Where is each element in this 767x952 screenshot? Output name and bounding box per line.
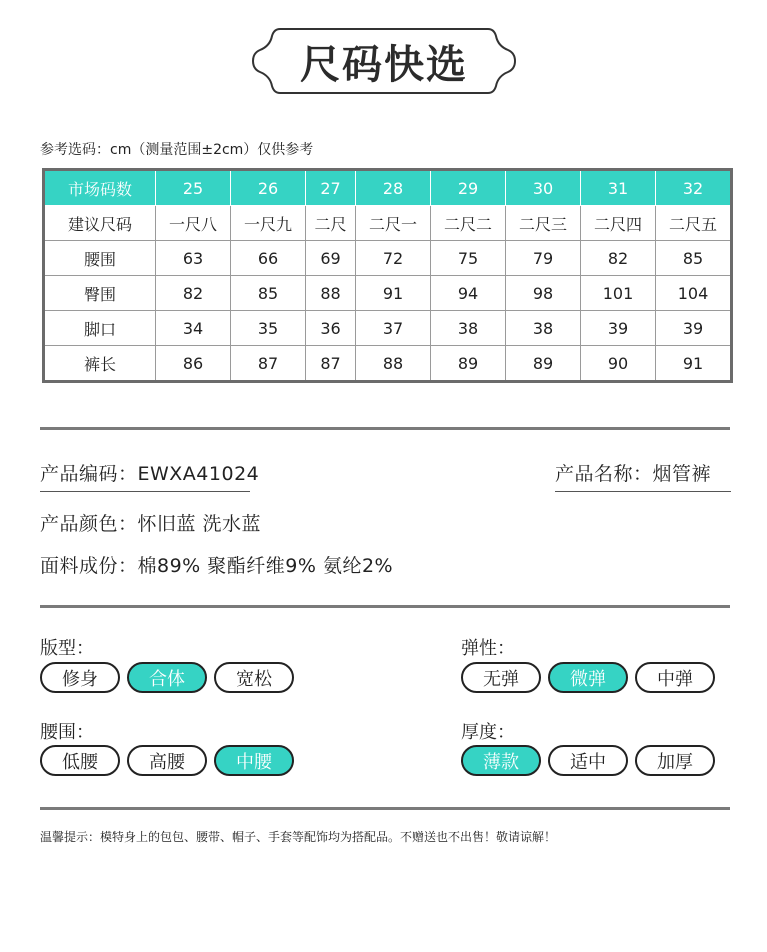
size-table — [42, 168, 733, 383]
table-cell: 72 — [356, 241, 431, 276]
table-cell: 一尺八 — [156, 206, 231, 241]
row-label-cell: 建议尺码 — [44, 206, 156, 241]
table-header-row — [44, 170, 732, 206]
table-cell: 27 — [306, 170, 356, 206]
elasticity-option-3[interactable]: 中弹 — [635, 662, 715, 693]
divider-2 — [40, 605, 730, 608]
table-cell: 39 — [581, 311, 656, 346]
thickness-option-3[interactable]: 加厚 — [635, 745, 715, 776]
waist-option-2[interactable]: 高腰 — [127, 745, 207, 776]
fit-option-3[interactable]: 宽松 — [214, 662, 294, 693]
product-name: 产品名称：烟管裤 — [555, 463, 712, 485]
table-cell: 二尺二 — [431, 206, 506, 241]
row-label-cell: 市场码数 — [44, 170, 156, 206]
table-row — [44, 311, 732, 346]
thickness-option-1[interactable]: 薄款 — [461, 745, 541, 776]
table-cell: 32 — [656, 170, 732, 206]
fit-label: 版型： — [40, 638, 94, 659]
divider-3 — [40, 807, 730, 810]
table-row — [44, 276, 732, 311]
fit-option-1[interactable]: 修身 — [40, 662, 120, 693]
product-fabric: 面料成份：棉89% 聚酯纤维9% 氨纶2% — [40, 555, 394, 577]
table-cell: 89 — [506, 346, 581, 382]
table-cell: 26 — [231, 170, 306, 206]
table-cell: 一尺九 — [231, 206, 306, 241]
table-cell: 35 — [231, 311, 306, 346]
table-cell: 37 — [356, 311, 431, 346]
table-cell: 86 — [156, 346, 231, 382]
table-row — [44, 346, 732, 382]
product-color: 产品颜色：怀旧蓝 洗水蓝 — [40, 513, 262, 535]
table-cell: 85 — [656, 241, 732, 276]
tip-note: 温馨提示：模特身上的包包、腰带、帽子、手套等配饰均为搭配品。不赠送也不出售！敬请谅解！ — [40, 830, 557, 844]
table-cell: 34 — [156, 311, 231, 346]
product-name-underline — [555, 491, 731, 492]
product-code: 产品编码：EWXA41024 — [40, 463, 260, 485]
thickness-label: 厚度： — [461, 722, 515, 743]
table-cell: 二尺四 — [581, 206, 656, 241]
table-cell: 88 — [356, 346, 431, 382]
table-cell: 82 — [581, 241, 656, 276]
row-label-cell: 脚口 — [44, 311, 156, 346]
table-cell: 85 — [231, 276, 306, 311]
table-cell: 38 — [506, 311, 581, 346]
row-label-cell: 裤长 — [44, 346, 156, 382]
table-cell: 二尺三 — [506, 206, 581, 241]
elasticity-label: 弹性： — [461, 638, 515, 659]
table-cell: 101 — [581, 276, 656, 311]
table-cell: 79 — [506, 241, 581, 276]
table-cell: 104 — [656, 276, 732, 311]
page-title: 尺码快选 — [300, 41, 468, 88]
waist-option-3[interactable]: 中腰 — [214, 745, 294, 776]
table-cell: 94 — [431, 276, 506, 311]
table-cell: 二尺五 — [656, 206, 732, 241]
table-cell: 90 — [581, 346, 656, 382]
thickness-option-2[interactable]: 适中 — [548, 745, 628, 776]
table-cell: 25 — [156, 170, 231, 206]
elasticity-option-2[interactable]: 微弹 — [548, 662, 628, 693]
table-cell: 63 — [156, 241, 231, 276]
table-cell: 89 — [431, 346, 506, 382]
table-cell: 38 — [431, 311, 506, 346]
row-label-cell: 腰围 — [44, 241, 156, 276]
fit-option-2[interactable]: 合体 — [127, 662, 207, 693]
table-cell: 91 — [656, 346, 732, 382]
table-cell: 82 — [156, 276, 231, 311]
table-cell: 87 — [306, 346, 356, 382]
table-cell: 31 — [581, 170, 656, 206]
table-cell: 88 — [306, 276, 356, 311]
title-badge — [250, 26, 518, 96]
table-cell: 91 — [356, 276, 431, 311]
waist-label: 腰围： — [40, 722, 94, 743]
table-cell: 75 — [431, 241, 506, 276]
waist-option-1[interactable]: 低腰 — [40, 745, 120, 776]
divider-1 — [40, 427, 730, 430]
table-cell: 二尺 — [306, 206, 356, 241]
table-cell: 36 — [306, 311, 356, 346]
reference-note: 参考选码：cm（测量范围±2cm）仅供参考 — [40, 142, 314, 158]
product-code-underline — [40, 491, 250, 492]
table-cell: 66 — [231, 241, 306, 276]
table-cell: 87 — [231, 346, 306, 382]
elasticity-option-1[interactable]: 无弹 — [461, 662, 541, 693]
table-cell: 29 — [431, 170, 506, 206]
table-cell: 69 — [306, 241, 356, 276]
table-cell: 39 — [656, 311, 732, 346]
table-row — [44, 206, 732, 241]
table-cell: 28 — [356, 170, 431, 206]
table-cell: 98 — [506, 276, 581, 311]
table-cell: 二尺一 — [356, 206, 431, 241]
row-label-cell: 臀围 — [44, 276, 156, 311]
table-cell: 30 — [506, 170, 581, 206]
table-row — [44, 241, 732, 276]
